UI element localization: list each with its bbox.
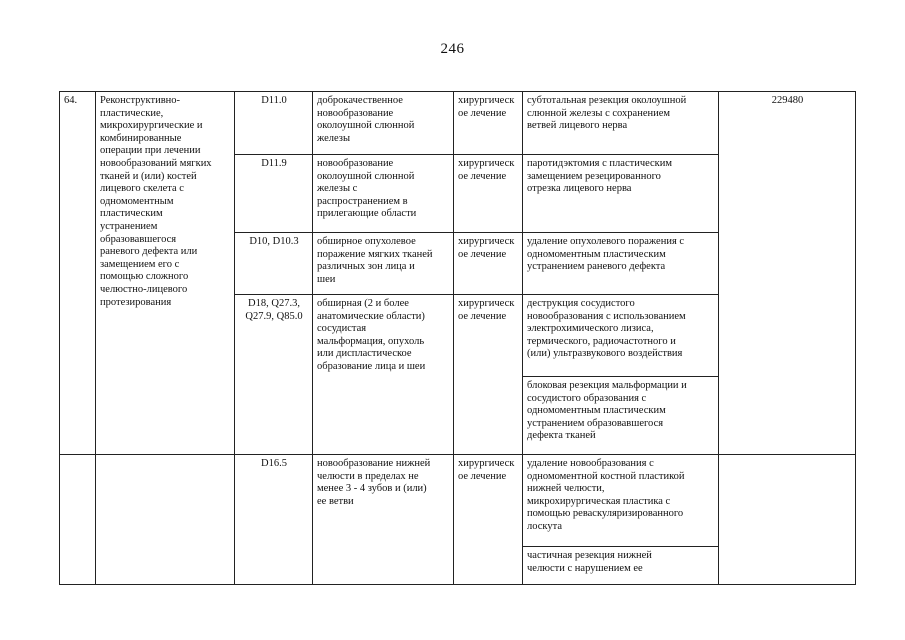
treatment-method: паротидэктомия с пластическим замещением резецированного отрезка лицевого нерва bbox=[523, 155, 719, 233]
diagnosis-code: D10, D10.3 bbox=[235, 233, 313, 295]
treatment-method: блоковая резекция мальформации и сосудистого образования с одномоментным пластическим устранением образовавшегося дефекта тканей bbox=[523, 377, 719, 455]
diagnosis-text: обширное опухолевое поражение мягких тканей различных зон лица и шеи bbox=[313, 233, 454, 295]
treatment-method: субтотальная резекция околоушной слюнной железы с сохранением ветвей лицевого нерва bbox=[523, 92, 719, 155]
diagnosis-text: доброкачественное новообразование околоушной слюнной железы bbox=[313, 92, 454, 155]
diagnosis-text: новообразование околоушной слюнной железы с распространением в прилегающие области bbox=[313, 155, 454, 233]
diagnosis-text: новообразование нижней челюсти в пределах не менее 3 - 4 зубов и (или) ее ветви bbox=[313, 455, 454, 585]
cost-value: 229480 bbox=[719, 92, 856, 455]
treatment-method: удаление новообразования с одномоментной костной пластикой нижней челюсти, микрохирургическая пластика с помощью реваскуляризированного лоскута bbox=[523, 455, 719, 547]
row-number: 64. bbox=[60, 92, 96, 455]
treatment-type: хирургическ ое лечение bbox=[454, 92, 523, 155]
treatment-type: хирургическ ое лечение bbox=[454, 295, 523, 455]
diagnosis-code: D16.5 bbox=[235, 455, 313, 585]
treatment-type: хирургическ ое лечение bbox=[454, 233, 523, 295]
table-row bbox=[60, 92, 856, 155]
services-table bbox=[59, 91, 856, 585]
treatment-method: удаление опухолевого поражения с одномоментным пластическим устранением раневого дефекта bbox=[523, 233, 719, 295]
row-number-empty bbox=[60, 455, 96, 585]
row-name-empty bbox=[96, 455, 235, 585]
treatment-method: деструкция сосудистого новообразования с использованием электрохимического лизиса, термического, радиочастотного и (или) ультразвукового воздействия bbox=[523, 295, 719, 377]
diagnosis-code: D11.9 bbox=[235, 155, 313, 233]
table-row bbox=[60, 455, 856, 547]
treatment-type: хирургическ ое лечение bbox=[454, 455, 523, 585]
row-name: Реконструктивно- пластические, микрохирургические и комбинированные операции при лечении новообразований мягких тканей и (или) костей лицевого скелета с одномоментным пластическим устранением образовавшегося раневого дефекта или замещением его с помощью сложного челюстно-лицевого протезирования bbox=[96, 92, 235, 455]
treatment-type: хирургическ ое лечение bbox=[454, 155, 523, 233]
page-number: 246 bbox=[440, 41, 465, 57]
cost-empty bbox=[719, 455, 856, 585]
diagnosis-code: D18, Q27.3, Q27.9, Q85.0 bbox=[235, 295, 313, 455]
treatment-method: частичная резекция нижней челюсти с нарушением ее bbox=[523, 547, 719, 585]
diagnosis-code: D11.0 bbox=[235, 92, 313, 155]
diagnosis-text: обширная (2 и более анатомические области) сосудистая мальформация, опухоль или диспластическое образование лица и шеи bbox=[313, 295, 454, 455]
